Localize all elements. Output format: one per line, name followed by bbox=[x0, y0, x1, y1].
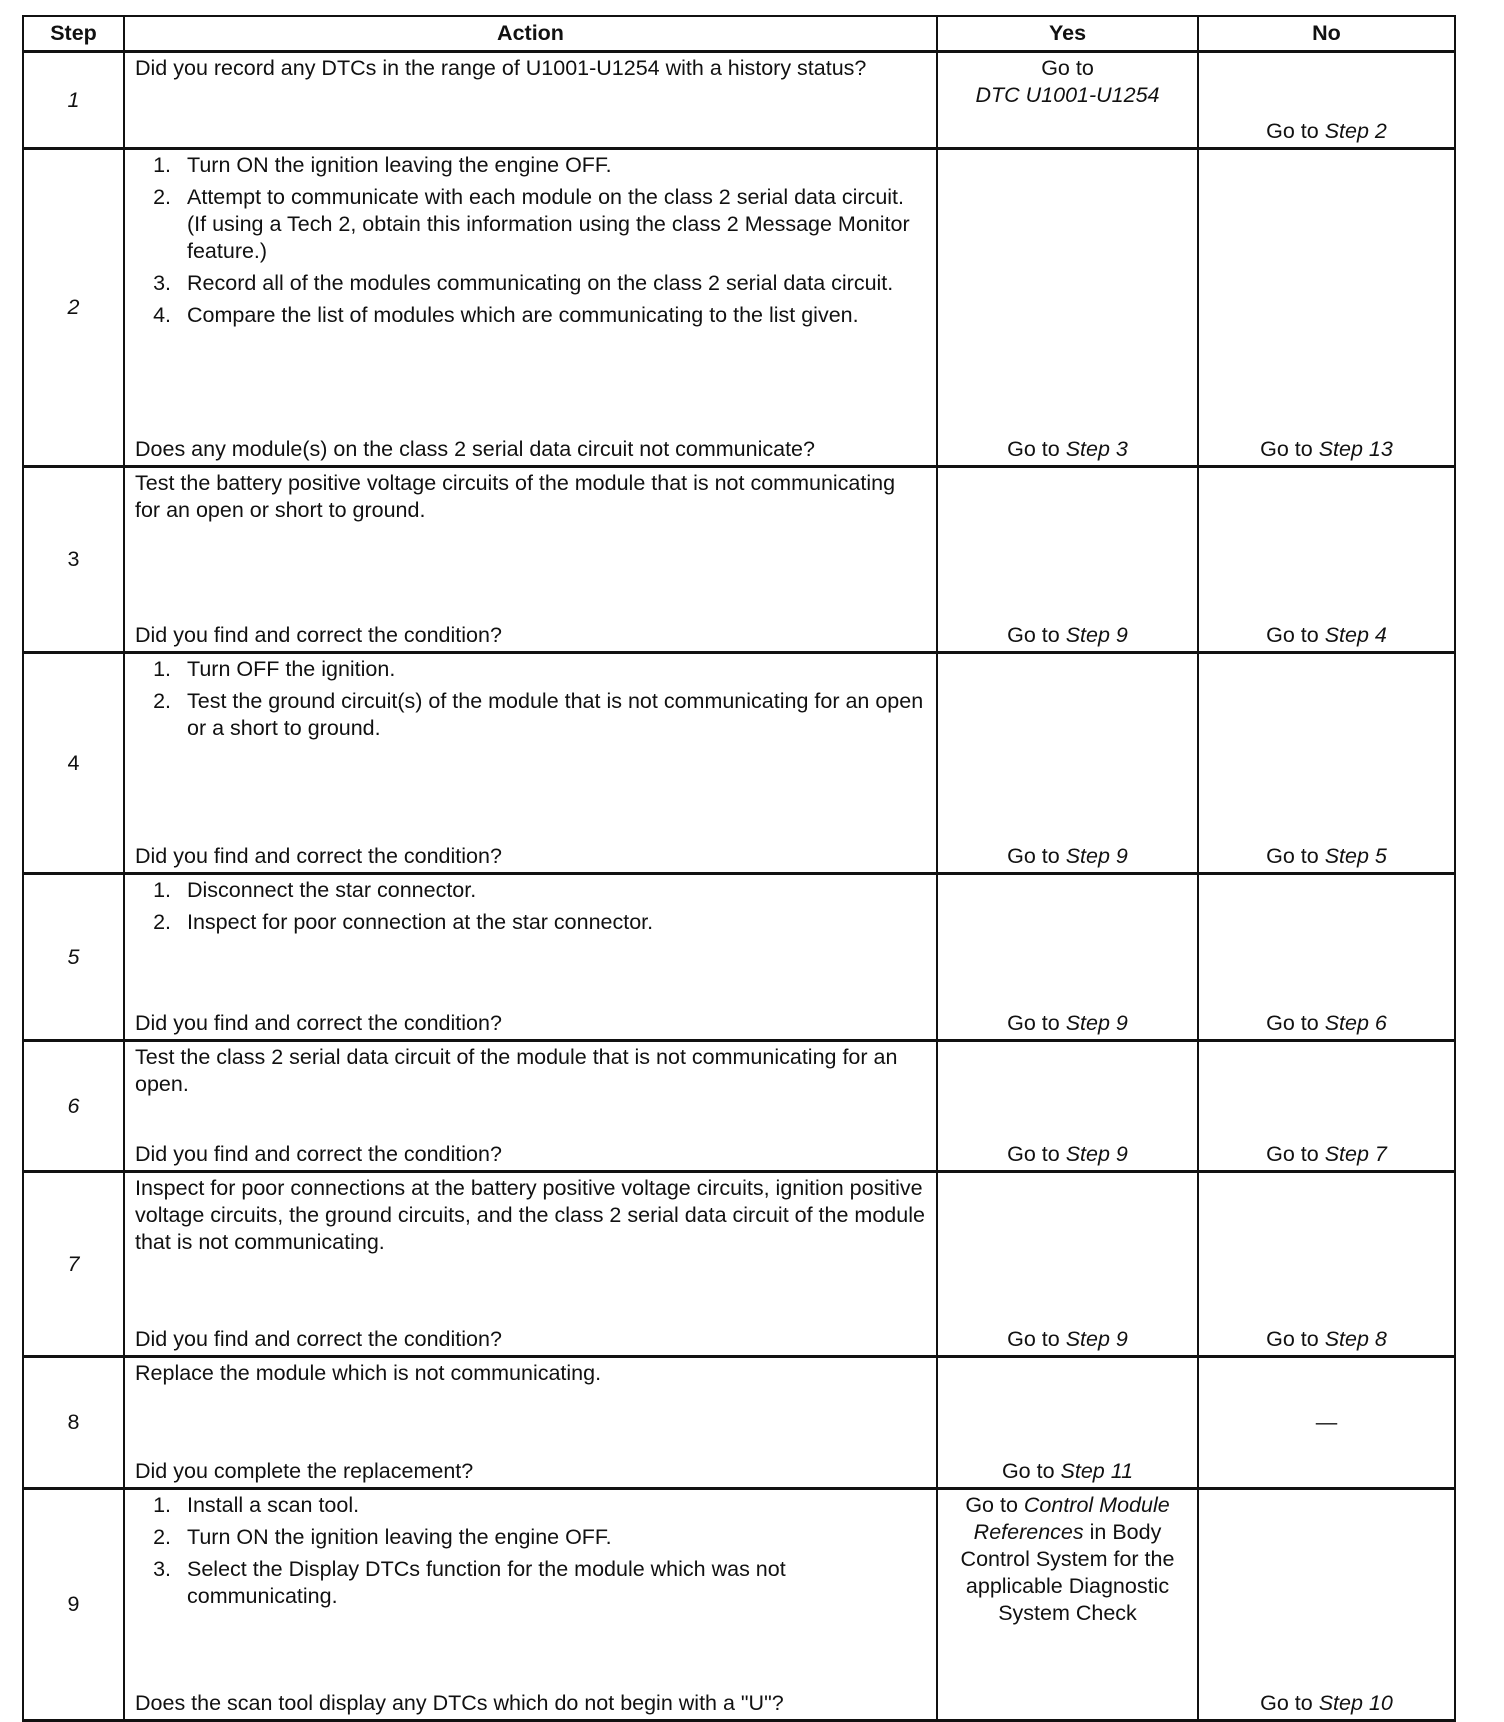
no-link[interactable]: Step 5 bbox=[1324, 844, 1387, 868]
action-cell bbox=[124, 1041, 937, 1172]
action-step: 1. Turn OFF the ignition. bbox=[177, 656, 926, 683]
no-cell bbox=[1198, 467, 1455, 653]
action-step: 3. Select the Display DTCs function for the module which was not communicating. bbox=[177, 1556, 926, 1610]
yes-cell bbox=[937, 1172, 1198, 1357]
table-row bbox=[23, 874, 1455, 1041]
action-steps bbox=[135, 656, 926, 742]
action-question: Does the scan tool display any DTCs which do not begin with a "U"? bbox=[135, 1691, 784, 1715]
step-number: 1 bbox=[23, 52, 124, 149]
yes-suffix: in Body Control System for the applicable Diagnostic System Check bbox=[960, 1520, 1175, 1625]
action-question: Did you find and correct the condition? bbox=[135, 844, 502, 868]
yes-prefix: Go to bbox=[1007, 844, 1060, 868]
table-row bbox=[23, 1489, 1455, 1721]
action-step: 2. Inspect for poor connection at the star connector. bbox=[177, 909, 926, 936]
no-prefix: Go to bbox=[1266, 844, 1319, 868]
yes-cell bbox=[937, 52, 1198, 149]
action-cell bbox=[124, 149, 937, 467]
yes-link[interactable]: Control Module References bbox=[973, 1493, 1170, 1544]
yes-prefix: Go to bbox=[1007, 1011, 1060, 1035]
header-row bbox=[23, 16, 1455, 52]
action-question: Did you complete the replacement? bbox=[135, 1459, 474, 1483]
action-question: Did you find and correct the condition? bbox=[135, 1142, 502, 1166]
yes-prefix: Go to bbox=[1007, 437, 1060, 461]
step-number: 3 bbox=[23, 467, 124, 653]
action-step: 1. Turn ON the ignition leaving the engine OFF. bbox=[177, 152, 926, 179]
action-step: 4. Compare the list of modules which are communicating to the list given. bbox=[177, 302, 926, 329]
no-cell bbox=[1198, 1041, 1455, 1172]
action-text: Inspect for poor connections at the battery positive voltage circuits, ignition positive voltage circuits, the ground circuits, and the class 2 serial data circuit of the module that is not communicating. bbox=[135, 1176, 925, 1254]
action-text: Test the class 2 serial data circuit of the module that is not communicating for an open. bbox=[135, 1045, 898, 1096]
yes-link[interactable]: Step 9 bbox=[1065, 1142, 1128, 1166]
action-question: Does any module(s) on the class 2 serial data circuit not communicate? bbox=[135, 437, 815, 461]
yes-link[interactable]: DTC U1001-U1254 bbox=[975, 83, 1160, 107]
no-prefix: Go to bbox=[1266, 1327, 1319, 1351]
yes-cell bbox=[937, 1357, 1198, 1489]
no-cell bbox=[1198, 149, 1455, 467]
yes-link[interactable]: Step 3 bbox=[1065, 437, 1128, 461]
yes-cell bbox=[937, 653, 1198, 874]
yes-prefix: Go to bbox=[1041, 56, 1094, 80]
action-cell bbox=[124, 1489, 937, 1721]
action-step: 2. Test the ground circuit(s) of the module that is not communicating for an open or a short to ground. bbox=[177, 688, 926, 742]
step-number: 2 bbox=[23, 149, 124, 467]
yes-prefix: Go to bbox=[1007, 623, 1060, 647]
no-link[interactable]: Step 2 bbox=[1324, 119, 1387, 143]
action-text: Did you record any DTCs in the range of U1001-U1254 with a history status? bbox=[135, 56, 867, 80]
table-row bbox=[23, 467, 1455, 653]
action-steps bbox=[135, 1492, 926, 1610]
action-steps bbox=[135, 152, 926, 329]
no-link[interactable]: Step 4 bbox=[1324, 623, 1387, 647]
action-question: Did you find and correct the condition? bbox=[135, 1011, 502, 1035]
no-prefix: Go to bbox=[1266, 1142, 1319, 1166]
action-cell bbox=[124, 1357, 937, 1489]
step-number: 5 bbox=[23, 874, 124, 1041]
action-question: Did you find and correct the condition? bbox=[135, 623, 502, 647]
yes-cell bbox=[937, 1489, 1198, 1721]
no-prefix: Go to bbox=[1266, 119, 1319, 143]
action-question: Did you find and correct the condition? bbox=[135, 1327, 502, 1351]
no-link[interactable]: Step 6 bbox=[1324, 1011, 1387, 1035]
action-step: 1. Disconnect the star connector. bbox=[177, 877, 926, 904]
table-row bbox=[23, 1357, 1455, 1489]
yes-link[interactable]: Step 9 bbox=[1065, 1327, 1128, 1351]
no-prefix: — bbox=[1315, 1410, 1338, 1434]
yes-cell bbox=[937, 149, 1198, 467]
action-step: 2. Turn ON the ignition leaving the engine OFF. bbox=[177, 1524, 926, 1551]
no-cell bbox=[1198, 874, 1455, 1041]
no-prefix: Go to bbox=[1260, 437, 1313, 461]
yes-link[interactable]: Step 11 bbox=[1060, 1459, 1134, 1483]
table-row bbox=[23, 653, 1455, 874]
step-number: 4 bbox=[23, 653, 124, 874]
no-link[interactable]: Step 8 bbox=[1324, 1327, 1387, 1351]
no-cell bbox=[1198, 1172, 1455, 1357]
no-cell bbox=[1198, 653, 1455, 874]
header-yes: Yes bbox=[937, 16, 1198, 52]
action-step: 2. Attempt to communicate with each module on the class 2 serial data circuit. (If using a Tech 2, obtain this information using the class 2 Message Monitor feature.) bbox=[177, 184, 926, 265]
yes-link[interactable]: Step 9 bbox=[1065, 844, 1128, 868]
yes-prefix: Go to bbox=[1007, 1142, 1060, 1166]
action-cell bbox=[124, 874, 937, 1041]
yes-prefix: Go to bbox=[965, 1493, 1018, 1517]
table-row bbox=[23, 52, 1455, 149]
yes-cell bbox=[937, 1041, 1198, 1172]
action-cell bbox=[124, 653, 937, 874]
no-link[interactable]: Step 13 bbox=[1318, 437, 1393, 461]
no-link[interactable]: Step 10 bbox=[1318, 1691, 1393, 1715]
yes-prefix: Go to bbox=[1007, 1327, 1060, 1351]
action-step: 1. Install a scan tool. bbox=[177, 1492, 926, 1519]
header-no: No bbox=[1198, 16, 1455, 52]
action-text: Test the battery positive voltage circuits of the module that is not communicating for an open or short to ground. bbox=[135, 471, 896, 522]
step-number: 6 bbox=[23, 1041, 124, 1172]
table-row bbox=[23, 149, 1455, 467]
action-steps bbox=[135, 877, 926, 936]
header-step: Step bbox=[23, 16, 124, 52]
step-number: 8 bbox=[23, 1357, 124, 1489]
action-cell bbox=[124, 467, 937, 653]
table-row bbox=[23, 1172, 1455, 1357]
action-cell bbox=[124, 1172, 937, 1357]
no-cell bbox=[1198, 1489, 1455, 1721]
no-cell bbox=[1198, 52, 1455, 149]
yes-prefix: Go to bbox=[1001, 1459, 1055, 1483]
table-row bbox=[23, 1041, 1455, 1172]
no-prefix: Go to bbox=[1260, 1691, 1313, 1715]
yes-cell bbox=[937, 874, 1198, 1041]
action-text: Replace the module which is not communicating. bbox=[135, 1361, 602, 1385]
yes-link[interactable]: Step 9 bbox=[1065, 1011, 1128, 1035]
no-prefix: Go to bbox=[1266, 1011, 1319, 1035]
yes-cell bbox=[937, 467, 1198, 653]
no-cell bbox=[1198, 1357, 1455, 1489]
no-prefix: Go to bbox=[1266, 623, 1319, 647]
step-number: 9 bbox=[23, 1489, 124, 1721]
yes-link[interactable]: Step 9 bbox=[1065, 623, 1128, 647]
diagnostic-table bbox=[22, 15, 1456, 1722]
action-step: 3. Record all of the modules communicating on the class 2 serial data circuit. bbox=[177, 270, 926, 297]
action-cell bbox=[124, 52, 937, 149]
step-number: 7 bbox=[23, 1172, 124, 1357]
no-link[interactable]: Step 7 bbox=[1324, 1142, 1387, 1166]
header-action: Action bbox=[124, 16, 937, 52]
